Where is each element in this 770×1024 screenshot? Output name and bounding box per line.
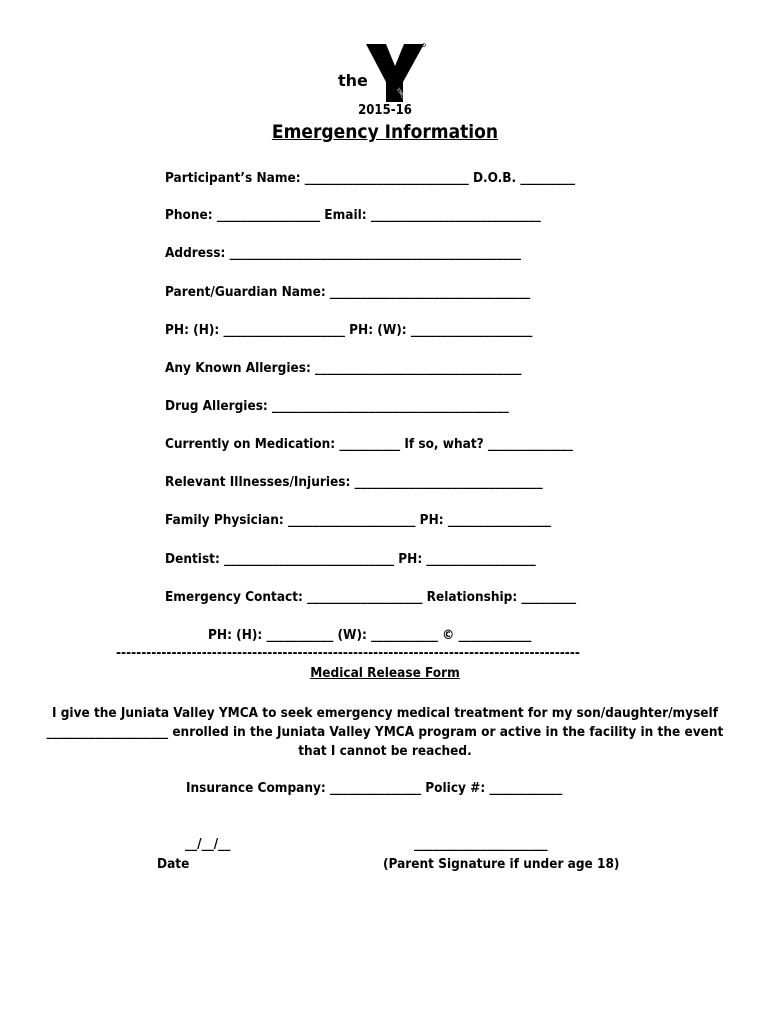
dentist-line[interactable]: Dentist: ____________________________ PH: __________________ bbox=[165, 551, 536, 567]
signature-label: (Parent Signature if under age 18) bbox=[383, 856, 620, 872]
drug-allergies-line[interactable]: Drug Allergies: _______________________________________ bbox=[165, 398, 509, 414]
allergies-line[interactable]: Any Known Allergies: __________________________________ bbox=[165, 360, 522, 376]
date-label: Date bbox=[157, 856, 190, 872]
address-line[interactable]: Address: ________________________________________________ bbox=[165, 245, 521, 261]
phone-email-line[interactable]: Phone: _________________ Email: ____________________________ bbox=[165, 207, 541, 223]
logo-word: the bbox=[338, 71, 368, 90]
signature-blank[interactable]: ______________________ bbox=[414, 836, 548, 852]
date-blank[interactable]: __/__/__ bbox=[185, 836, 231, 852]
ymca-y-mark-icon bbox=[336, 42, 426, 104]
guardian-phone-line[interactable]: PH: (H): ____________________ PH: (W): ____________________ bbox=[165, 322, 533, 338]
guardian-name-line[interactable]: Parent/Guardian Name: _________________________________ bbox=[165, 284, 531, 300]
physician-line[interactable]: Family Physician: _____________________ PH: _________________ bbox=[165, 512, 552, 528]
insurance-line[interactable]: Insurance Company: _______________ Policy #: ____________ bbox=[186, 780, 563, 796]
participant-name-line[interactable]: Participant’s Name: ___________________________ D.O.B. _________ bbox=[165, 170, 576, 186]
release-paragraph: I give the Juniata Valley YMCA to seek emergency medical treatment for my son/daughter/myself ____________________ enrolled in the Juniata Valley YMCA program or active in the facility in the event that I cannot be reached. bbox=[46, 705, 724, 759]
emergency-contact-line[interactable]: Emergency Contact: ___________________ Relationship: _________ bbox=[165, 589, 577, 605]
ymca-logo bbox=[336, 42, 426, 104]
medication-line[interactable]: Currently on Medication: __________ If so, what? ______________ bbox=[165, 436, 573, 452]
medical-release-heading: Medical Release Form bbox=[310, 665, 460, 681]
form-year: 2015-16 bbox=[358, 103, 412, 118]
emergency-phone-line[interactable]: PH: (H): ___________ (W): ___________ © ____________ bbox=[208, 627, 532, 643]
dashed-divider: -------------------------------------------------------------------------------------------- bbox=[116, 645, 580, 661]
illnesses-line[interactable]: Relevant Illnesses/Injuries: _______________________________ bbox=[165, 474, 543, 490]
page-title: Emergency Information bbox=[271, 121, 499, 143]
logo-mark-text: YMCA bbox=[394, 87, 408, 103]
